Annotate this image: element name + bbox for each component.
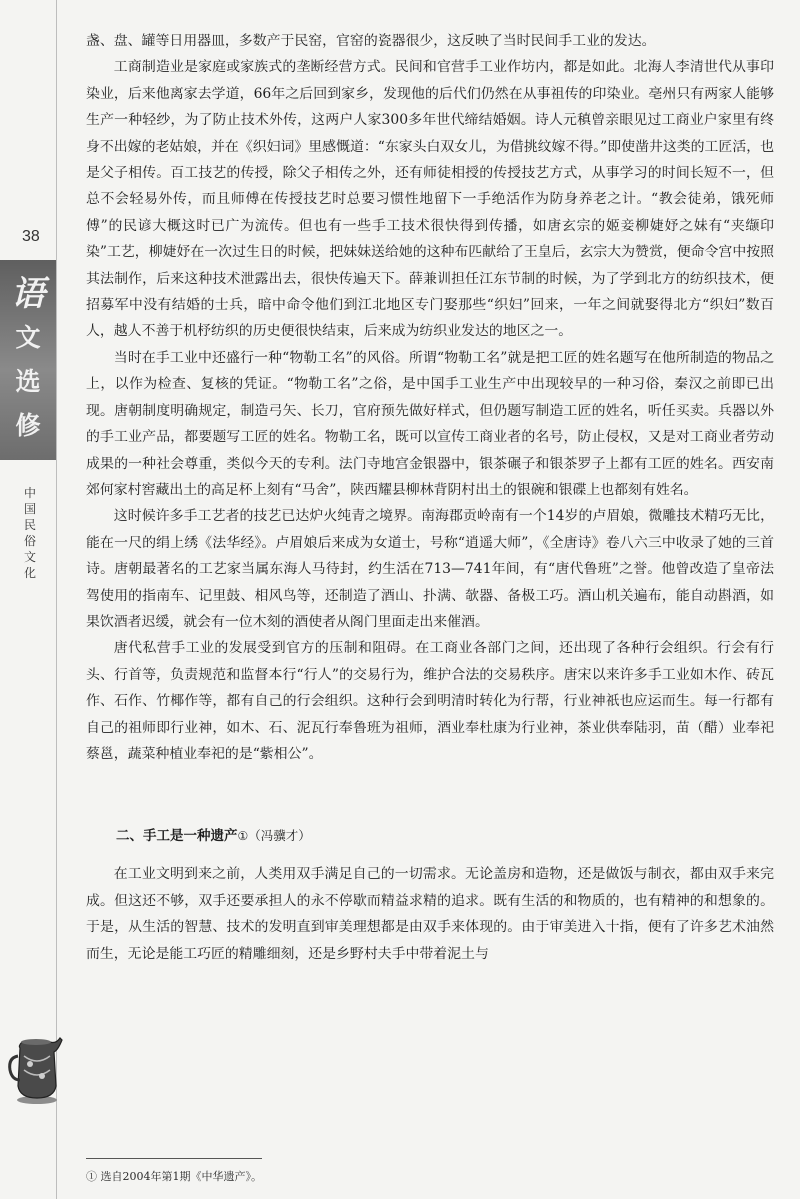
series-title-banner (0, 260, 56, 460)
paragraph: 当时在手工业中还盛行一种“物勒工名”的风俗。所谓“物勒工名”就是把工匠的姓名题写在他所制造的物品之上，以作为检查、复核的凭证。“物勒工名”之俗，是中国手工业生产中出现较早的一种习俗，秦汉之前即已出现。唐朝制度明确规定，制造弓矢、长刀，官府预先做好样式，但仍题写制造工匠的姓名，听任买卖。兵器以外的手工业产品，都要题写工匠的姓名。物勒工名，既可以宣传工商业者的名号，防止侵权，又是对工商业者劳动成果的一种社会尊重，类似今天的专利。法门寺地宫金银器中，银茶碾子和银茶罗子上都有工匠的姓名。西安南郊何家村窖藏出土的高足杯上刻有“马舍”，陕西耀县柳林背阴村出土的银碗和银碟上也都刻有姓名。 (86, 349, 774, 498)
page-number: 38 (22, 228, 40, 245)
paragraph: 工商制造业是家庭或家族式的垄断经营方式。民间和官营手工业作坊内，都是如此。北海人李清世代从事印染业，后来他离家去学道，66年之后回到家乡，发现他的后代们仍然在从事祖传的印染业。亳州只有两家人能够生产一种轻纱，为了防止技术外传，这两户人家300多年世代缔结婚姻。诗人元稹曾亲眼见过工商业户家里有终身不出嫁的老姑娘，并在《织妇词》里感慨道：“东家头白双女儿，为借挑纹嫁不得。”即使凿井这类的工匠活，也是父子相传。百工技艺的传授，除父子相传之外，还有师徒相授的传授技艺方式，从事学习的时间长短不一，但总不会轻易外传，而且师傅在传授技艺时总要习惯性地留下一手绝活作为防身养老之计。“教会徒弟，饿死师傅”的民谚大概这时已广为流传。但也有一些手工技术很快得到传播，如唐玄宗的姬妾柳婕妤之妹有“夹缬印染”工艺，柳婕妤在一次过生日的时候，把妹妹送给她的这种布匹献给了王皇后，玄宗大为赞赏，便命令宫中按照其法制作，后来这种技术泄露出去，很快传遍天下。薛兼训担任江东节制的时候，为了学到北方的纺织技术，便招募军中没有结婚的士兵，暗中命令他们到江北地区专门娶那些“织妇”回来，一年之间就娶得北方“织妇”数百人，越人不善于机杼纺织的历史便很快结束，后来成为纺织业发达的地区之一。 (86, 59, 774, 340)
paragraph: 唐代私营手工业的发展受到官方的压制和阻碍。在工商业各部门之间，还出现了各种行会组织。行会有行头、行首等，负责规范和监督本行“行人”的交易行为，维护合法的交易秩序。唐宋以来许多手工业如木作、砖瓦作、石作、竹椰作等，都有自己的行会组织。这种行会到明清时转化为行帮，行业神祇也应运而生。每一行都有自己的祖师即行业神，如木、石、泥瓦行奉鲁班为祖师，酒业奉杜康为行业神，茶业供奉陆羽，苗（醋）业奉祀蔡邕，蔬菜种植业奉祀的是“紫相公”。 (86, 640, 774, 762)
footnote: ① 选自2004年第1期《中华遗产》。 (86, 1170, 262, 1183)
book-title-char: 俗 (23, 534, 36, 548)
book-title-char: 民 (23, 518, 36, 532)
book-title-vertical (22, 485, 38, 581)
paragraph: 盏、盘、罐等日用器皿，多数产于民窑，官窑的瓷器很少，这反映了当时民间手工业的发达。 (86, 33, 656, 49)
book-title-char: 文 (23, 550, 36, 564)
section-author: （冯骥才） (248, 828, 311, 844)
book-title-char: 化 (23, 566, 36, 580)
paragraph: 这时候许多手工艺者的技艺已达炉火纯青之境界。南海郡贡岭南有一个14岁的卢眉娘，微雕技术精巧无比，能在一尺的绢上绣《法华经》。卢眉娘后来成为女道士，号称“逍遥大师”，《全唐诗》卷八六三中收录了她的三首诗。唐朝最著名的工艺家当属东海人马待封，约生活在713—741年间，有“唐代鲁班”之誉。他曾改造了皇帝法驾使用的指南车、记里鼓、相风鸟等，还制造了酒山、扑满、欹器、备极工巧。酒山机关遍布，能自动斟酒，如果饮酒者迟缓，就会有一位木刻的酒使者从阁门里面走出来催酒。 (86, 508, 774, 630)
footnote-divider (86, 1158, 262, 1159)
series-title-char: 语 (11, 274, 45, 314)
decorative-pitcher-image (6, 1026, 68, 1106)
paragraph: 在工业文明到来之前，人类用双手满足自己的一切需求。无论盖房和造物，还是做饭与制衣，都由双手来完成。但这还不够，双手还要承担人的永不停歇而精益求精的追求。既有生活的和物质的，也有精神的和想象的。于是，从生活的智慧、技术的发明直到审美理想都是由双手来体现的。由于审美进入十指，便有了许多艺术油然而生，无论是能工巧匠的精雕细刻，还是乡野村夫手中带着泥土与 (86, 866, 774, 962)
footnote-reference[interactable]: ① (237, 829, 249, 844)
margin-rule (56, 0, 57, 1199)
series-title-char: 选 (15, 367, 41, 396)
book-title-char: 中 (23, 486, 36, 500)
main-text (86, 28, 774, 967)
series-title-char: 文 (15, 323, 41, 352)
book-title-char: 国 (23, 502, 36, 516)
section-heading (116, 823, 774, 849)
section-title: 二、手工是一种遗产 (116, 828, 238, 845)
series-title-char: 修 (15, 411, 41, 440)
